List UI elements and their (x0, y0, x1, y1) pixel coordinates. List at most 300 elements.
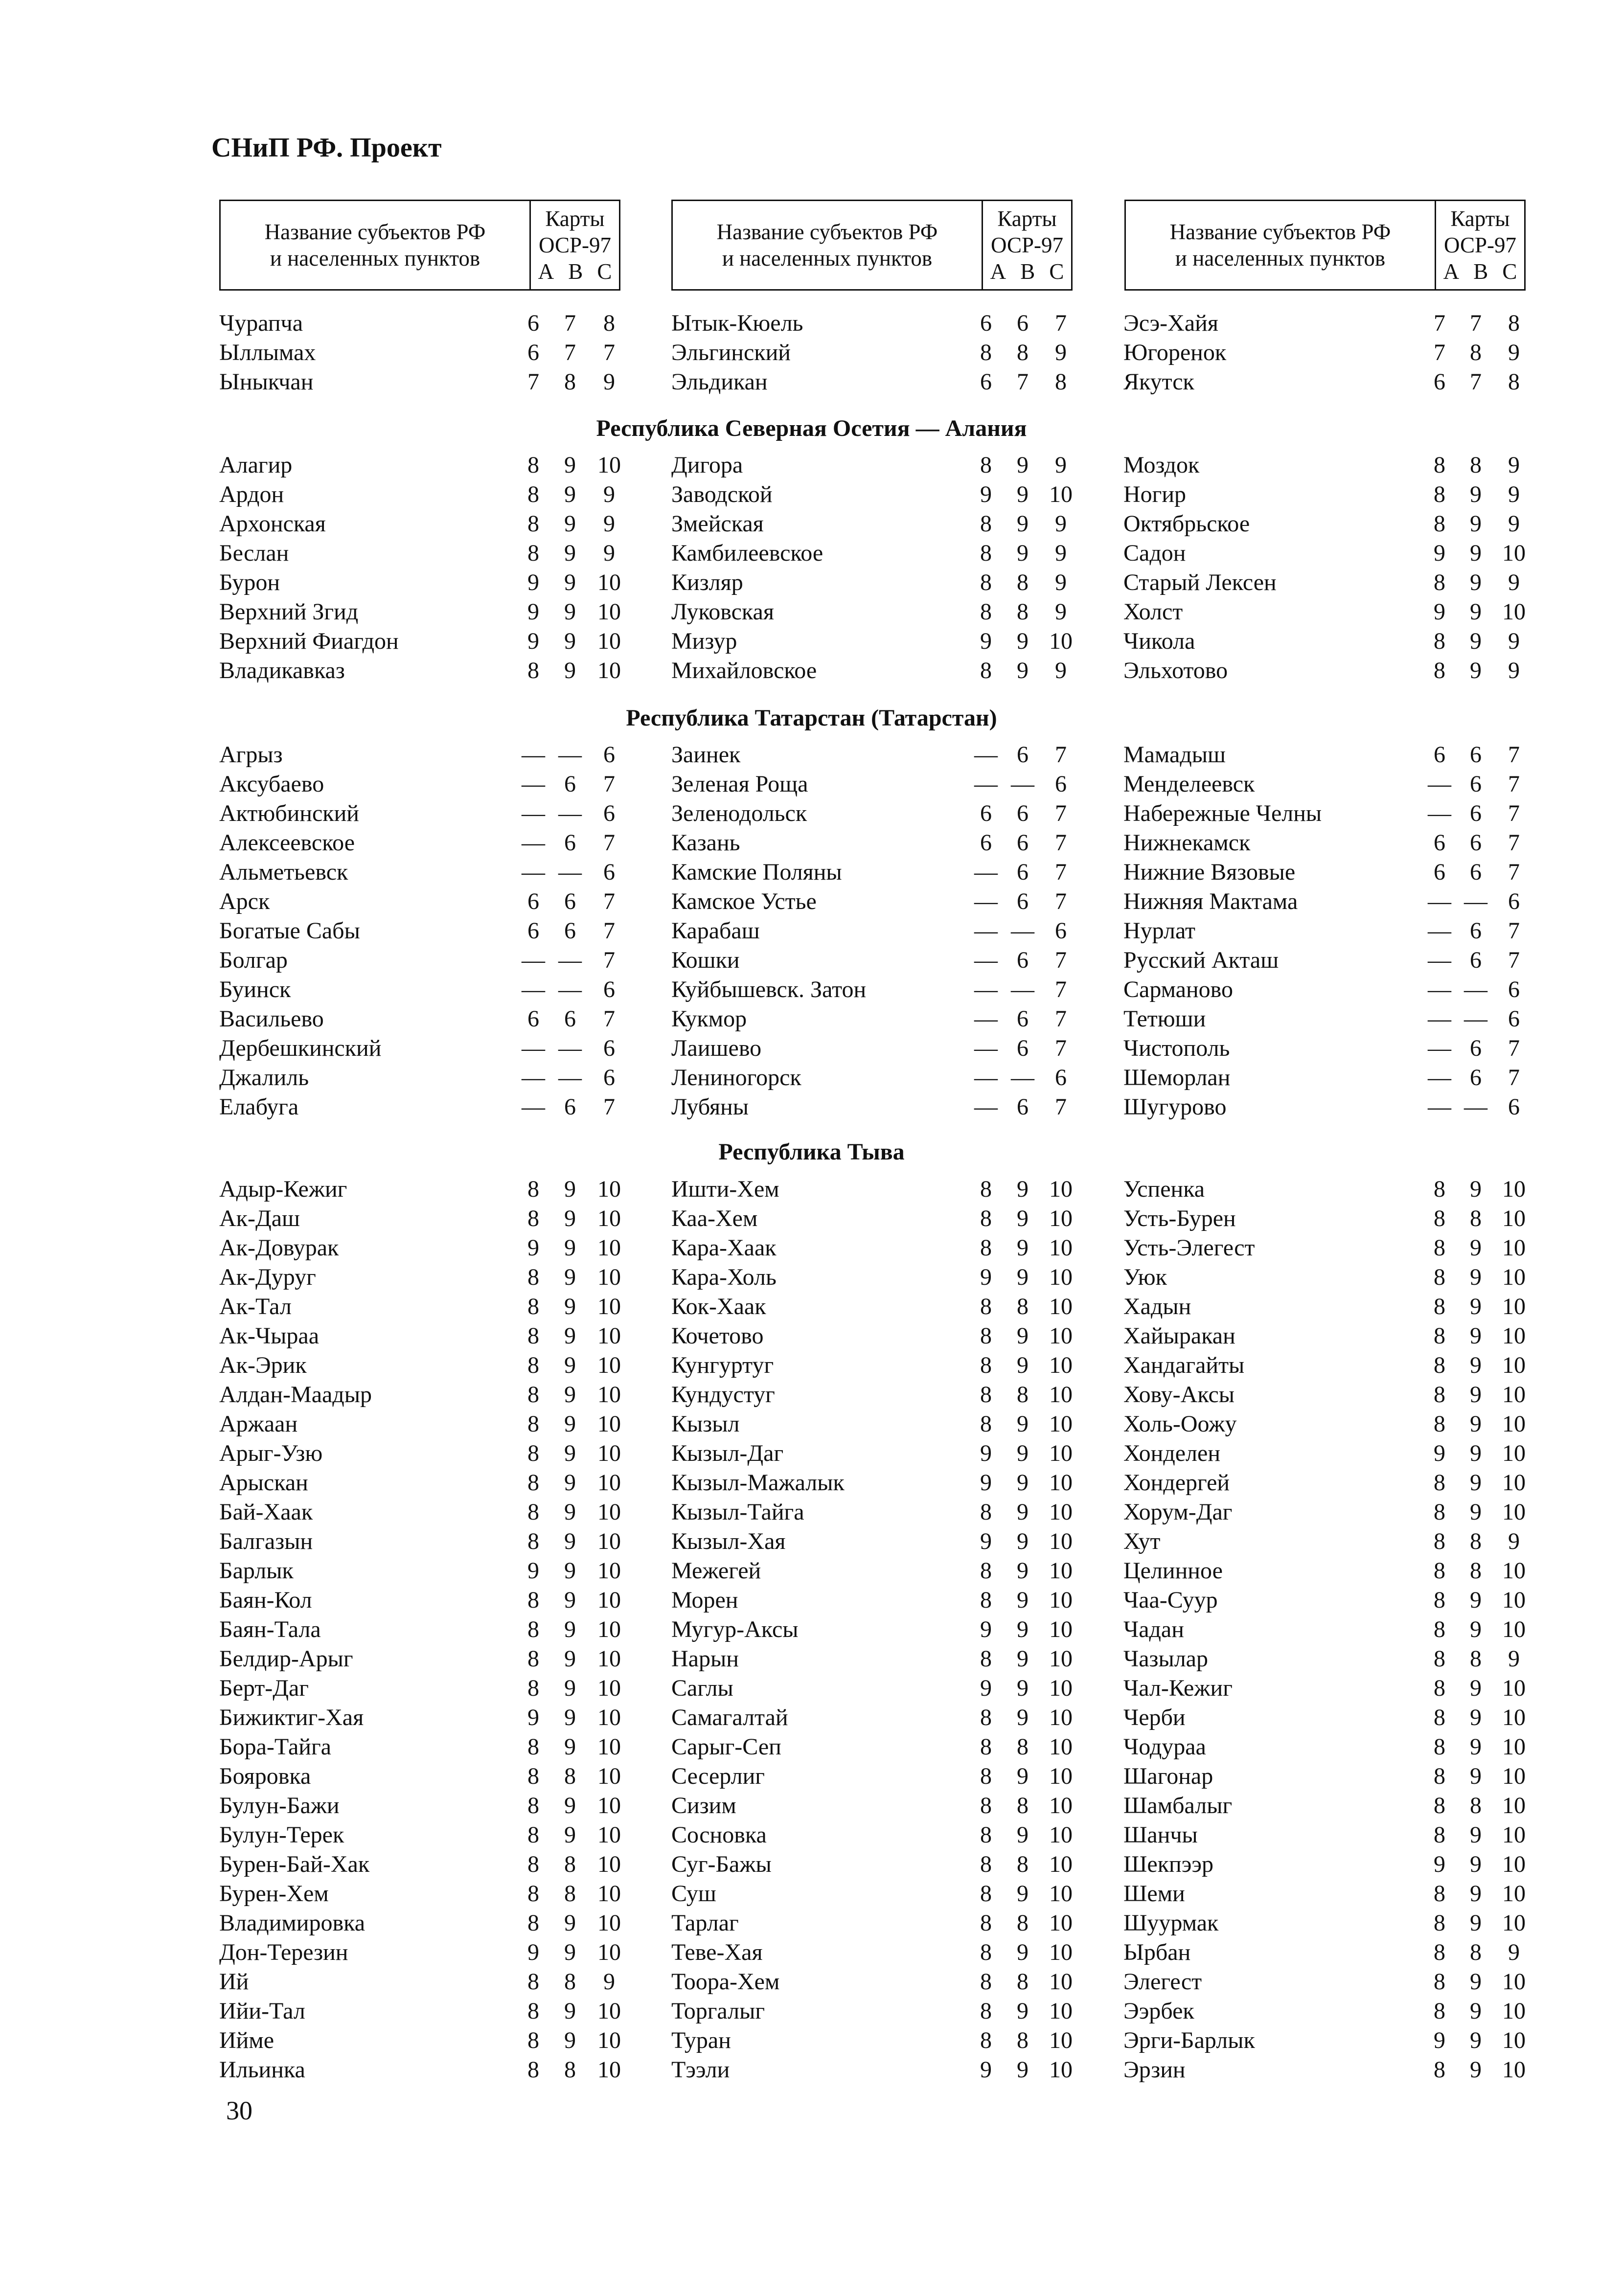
value-a: 9 (980, 1675, 992, 1701)
locality-name: Лаишево (671, 1035, 762, 1061)
locality-name: Мизур (671, 628, 737, 654)
value-a: 8 (980, 1587, 992, 1613)
value-b: 9 (564, 1733, 576, 1760)
value-c: 9 (1508, 569, 1520, 595)
locality-name: Адыр-Кежиг (219, 1176, 347, 1202)
value-b: 9 (564, 1792, 576, 1819)
value-a: 9 (980, 1528, 992, 1554)
value-c: 10 (1502, 1910, 1526, 1936)
locality-name: Бурен-Бай-Хак (219, 1851, 370, 1877)
value-b: 9 (1017, 1763, 1029, 1789)
value-c: 8 (1055, 368, 1067, 395)
locality-name: Берт-Даг (219, 1675, 309, 1701)
value-b: 8 (1017, 339, 1029, 365)
value-b: 9 (564, 540, 576, 566)
value-c: 6 (1508, 1093, 1520, 1120)
value-b: 9 (1470, 569, 1482, 595)
locality-name: Камское Устье (671, 888, 817, 914)
locality-name: Чурапча (219, 310, 303, 336)
header-col-b: B (1473, 259, 1488, 284)
value-b: 8 (1470, 1205, 1482, 1231)
locality-name: Верхний Фиагдон (219, 628, 399, 654)
value-b: 8 (1017, 1968, 1029, 1995)
locality-name: Кочетово (671, 1322, 764, 1349)
locality-name: Беслан (219, 540, 289, 566)
value-c: 9 (1508, 1939, 1520, 1965)
value-a: 8 (527, 1616, 539, 1642)
value-b: 6 (1017, 1035, 1029, 1061)
value-c: 6 (1508, 976, 1520, 1002)
value-b: 6 (1470, 859, 1482, 885)
value-c: 10 (1502, 540, 1526, 566)
value-c: 10 (597, 1998, 621, 2024)
value-c: 7 (1508, 947, 1520, 973)
value-c: 10 (597, 1205, 621, 1231)
locality-name: Тарлаг (671, 1910, 739, 1936)
locality-name: Змейская (671, 510, 764, 537)
value-b: 9 (1017, 1998, 1029, 2024)
value-a: 9 (527, 1704, 539, 1730)
locality-name: Бурон (219, 569, 280, 595)
value-c: 10 (1502, 1675, 1526, 1701)
value-c: 10 (1502, 1264, 1526, 1290)
value-c: 10 (597, 569, 621, 595)
value-a: 8 (980, 1733, 992, 1760)
locality-name: Ак-Чыраа (219, 1322, 320, 1349)
locality-name: Моздок (1123, 452, 1200, 478)
locality-name: Ий (219, 1968, 249, 1995)
locality-name: Шугурово (1123, 1093, 1227, 1120)
locality-name: Васильево (219, 1005, 324, 1032)
value-c: 10 (1049, 1381, 1073, 1408)
value-a: — (1428, 947, 1451, 973)
value-c: 10 (1502, 1763, 1526, 1789)
locality-name: Михайловское (671, 657, 817, 683)
locality-name: Чазылар (1123, 1645, 1208, 1672)
value-a: 8 (527, 1293, 539, 1319)
value-c: 10 (597, 1322, 621, 1349)
value-a: 8 (1434, 1264, 1445, 1290)
locality-name: Эсэ-Хайя (1123, 310, 1218, 336)
value-b: — (558, 1064, 582, 1091)
locality-name: Югоренок (1123, 339, 1227, 365)
value-a: 8 (980, 569, 992, 595)
value-a: 8 (980, 1381, 992, 1408)
value-b: 8 (1470, 1645, 1482, 1672)
locality-name: Сесерлиг (671, 1763, 765, 1789)
locality-name: Целинное (1123, 1557, 1223, 1584)
value-a: — (974, 976, 998, 1002)
value-c: 10 (1049, 1410, 1073, 1437)
value-b: 9 (564, 510, 576, 537)
value-a: 8 (1434, 1792, 1445, 1819)
locality-name: Альметьевск (219, 859, 348, 885)
value-c: 10 (1049, 1880, 1073, 1907)
value-c: 6 (603, 800, 615, 826)
value-c: 10 (1502, 1352, 1526, 1378)
value-a: 8 (1434, 1352, 1445, 1378)
value-a: 8 (980, 1763, 992, 1789)
value-a: — (522, 1093, 545, 1120)
value-a: 8 (980, 1910, 992, 1936)
value-c: 10 (597, 1557, 621, 1584)
locality-name: Нурлат (1123, 917, 1196, 944)
value-c: 10 (1049, 2056, 1073, 2083)
locality-name: Тээли (671, 2056, 730, 2083)
value-c: 10 (597, 1352, 621, 1378)
locality-name: Хут (1123, 1528, 1161, 1554)
value-a: 6 (980, 829, 992, 856)
value-b: 9 (1470, 1910, 1482, 1936)
value-a: 9 (1434, 598, 1445, 625)
value-b: 9 (564, 1322, 576, 1349)
section-title: Республика Северная Осетия — Алания (596, 415, 1027, 441)
locality-name: Эрзин (1123, 2056, 1186, 2083)
value-b: 9 (1017, 1675, 1029, 1701)
value-c: 9 (1508, 1528, 1520, 1554)
value-b: 8 (1017, 1910, 1029, 1936)
value-c: 10 (597, 1381, 621, 1408)
value-a: — (522, 800, 545, 826)
value-b: 8 (564, 1880, 576, 1907)
value-c: 10 (597, 1176, 621, 1202)
header-col-b: B (1020, 259, 1035, 284)
locality-name: Дербешкинский (219, 1035, 382, 1061)
value-a: 8 (1434, 1968, 1445, 1995)
value-b: 9 (564, 1616, 576, 1642)
locality-name: Эльхотово (1123, 657, 1228, 683)
value-b: — (558, 976, 582, 1002)
value-a: 9 (527, 1939, 539, 1965)
header-maps-cell (1436, 201, 1524, 289)
value-a: 9 (527, 628, 539, 654)
value-a: 8 (527, 1381, 539, 1408)
value-b: 9 (1470, 1968, 1482, 1995)
locality-name: Хондергей (1123, 1469, 1230, 1496)
header-name-line2: и населенных пунктов (270, 246, 480, 271)
locality-name: Кызыл-Хая (671, 1528, 786, 1554)
value-a: 8 (1434, 1499, 1445, 1525)
value-b: 9 (1017, 1939, 1029, 1965)
value-a: — (1428, 888, 1451, 914)
value-c: 10 (1049, 1645, 1073, 1672)
value-c: 10 (597, 1234, 621, 1261)
header-col-a: A (538, 259, 554, 284)
value-a: 8 (980, 1704, 992, 1730)
value-b: 9 (1470, 1499, 1482, 1525)
value-c: 7 (603, 829, 615, 856)
value-c: 10 (1049, 1792, 1073, 1819)
value-c: 6 (603, 741, 615, 768)
value-a: 8 (1434, 1322, 1445, 1349)
value-b: 9 (564, 1264, 576, 1290)
value-b: 9 (1470, 1381, 1482, 1408)
locality-name: Шанчы (1123, 1821, 1198, 1848)
value-a: 8 (1434, 1998, 1445, 2024)
value-c: 10 (1049, 1440, 1073, 1466)
value-c: 9 (1508, 1645, 1520, 1672)
value-a: 8 (1434, 569, 1445, 595)
value-c: 8 (1508, 310, 1520, 336)
value-a: 9 (1434, 2027, 1445, 2053)
value-b: 6 (1017, 800, 1029, 826)
locality-name: Ийме (219, 2027, 274, 2053)
value-c: 7 (603, 947, 615, 973)
value-c: 7 (1508, 1064, 1520, 1091)
value-a: 8 (1434, 1528, 1445, 1554)
value-c: 7 (1055, 741, 1067, 768)
locality-name: Алексеевское (219, 829, 355, 856)
value-a: 8 (527, 1645, 539, 1672)
value-a: 8 (980, 1968, 992, 1995)
header-maps-line2: ОСР-97 (1443, 233, 1517, 257)
value-a: 6 (527, 339, 539, 365)
value-b: 6 (1017, 888, 1029, 914)
value-c: 10 (597, 598, 621, 625)
section-title: Республика Тыва (718, 1139, 905, 1165)
value-c: 9 (603, 510, 615, 537)
value-a: — (522, 1064, 545, 1091)
value-c: 9 (603, 368, 615, 395)
value-b: 9 (564, 1587, 576, 1613)
value-c: 10 (1502, 1733, 1526, 1760)
value-b: 9 (564, 1234, 576, 1261)
value-c: 9 (1055, 510, 1067, 537)
locality-name: Шекпээр (1123, 1851, 1213, 1877)
value-c: 10 (597, 452, 621, 478)
value-a: 9 (980, 1264, 992, 1290)
value-c: 7 (1508, 859, 1520, 885)
value-a: 8 (980, 1557, 992, 1584)
value-b: 8 (1470, 1792, 1482, 1819)
value-c: 10 (1049, 1176, 1073, 1202)
value-b: 9 (1017, 1234, 1029, 1261)
value-c: 6 (1055, 917, 1067, 944)
value-a: 8 (527, 1675, 539, 1701)
locality-name: Ак-Довурак (219, 1234, 339, 1261)
locality-name: Ырбан (1123, 1939, 1191, 1965)
locality-name: Ак-Даш (219, 1205, 300, 1231)
value-c: 9 (603, 481, 615, 507)
value-c: 10 (597, 1499, 621, 1525)
value-b: 9 (564, 1910, 576, 1936)
value-b: 7 (1470, 310, 1482, 336)
value-c: 9 (1055, 569, 1067, 595)
value-b: 6 (1017, 1005, 1029, 1032)
value-b: 9 (1470, 1440, 1482, 1466)
value-a: — (974, 741, 998, 768)
value-c: 10 (597, 1587, 621, 1613)
value-c: 10 (1049, 1234, 1073, 1261)
header-abc (531, 258, 619, 285)
header-col-c: C (1049, 259, 1064, 284)
value-a: 8 (980, 1293, 992, 1319)
locality-name: Кара-Хаак (671, 1234, 777, 1261)
locality-name: Арыскан (219, 1469, 308, 1496)
value-c: 7 (603, 1005, 615, 1032)
value-a: 8 (980, 1851, 992, 1877)
value-a: — (974, 1093, 998, 1120)
value-b: 9 (564, 1499, 576, 1525)
value-b: — (558, 741, 582, 768)
value-a: 8 (980, 1322, 992, 1349)
value-b: 9 (564, 1352, 576, 1378)
value-c: 10 (1502, 2027, 1526, 2053)
value-c: 8 (603, 310, 615, 336)
locality-name: Морен (671, 1587, 738, 1613)
value-b: 9 (1470, 2027, 1482, 2053)
value-a: — (1428, 917, 1451, 944)
value-b: 9 (564, 452, 576, 478)
value-a: 8 (1434, 1675, 1445, 1701)
value-b: 6 (564, 888, 576, 914)
value-a: 8 (1434, 1704, 1445, 1730)
locality-name: Октябрьское (1123, 510, 1250, 537)
value-c: 9 (1508, 628, 1520, 654)
value-c: 10 (1049, 1293, 1073, 1319)
value-a: 8 (527, 1322, 539, 1349)
value-c: 7 (1055, 1035, 1067, 1061)
value-c: 6 (1055, 1064, 1067, 1091)
page-number: 30 (226, 2096, 252, 2125)
value-c: 7 (1508, 800, 1520, 826)
value-a: — (522, 829, 545, 856)
value-c: 6 (603, 1064, 615, 1091)
value-c: 9 (603, 540, 615, 566)
value-a: 8 (1434, 1176, 1445, 1202)
value-a: 8 (527, 481, 539, 507)
locality-name: Туран (671, 2027, 731, 2053)
value-b: 8 (1017, 598, 1029, 625)
value-b: 9 (564, 1557, 576, 1584)
locality-name: Лубяны (671, 1093, 749, 1120)
value-c: 6 (603, 1035, 615, 1061)
value-a: 8 (527, 1352, 539, 1378)
value-b: — (1464, 976, 1487, 1002)
locality-name: Кундустуг (671, 1381, 775, 1408)
header-maps-line1: Карты (1450, 206, 1510, 231)
value-c: 10 (1049, 628, 1073, 654)
value-a: 8 (1434, 1469, 1445, 1496)
value-c: 10 (1502, 1968, 1526, 1995)
locality-name: Агрыз (219, 741, 283, 768)
value-b: 9 (564, 1205, 576, 1231)
value-a: 8 (1434, 1645, 1445, 1672)
value-a: — (522, 947, 545, 973)
value-a: 8 (980, 1645, 992, 1672)
value-b: — (1011, 1064, 1034, 1091)
locality-name: Чадан (1123, 1616, 1184, 1642)
value-a: 9 (527, 598, 539, 625)
value-a: — (1428, 800, 1451, 826)
locality-name: Мамадыш (1123, 741, 1226, 768)
value-b: 9 (1470, 1469, 1482, 1496)
value-a: — (1428, 771, 1451, 797)
value-a: 8 (980, 1234, 992, 1261)
value-a: 8 (980, 1998, 992, 2024)
value-a: 9 (980, 628, 992, 654)
value-a: 8 (527, 540, 539, 566)
locality-name: Черби (1123, 1704, 1186, 1730)
value-b: 8 (1470, 1557, 1482, 1584)
value-b: 9 (1470, 1851, 1482, 1877)
value-c: 10 (597, 628, 621, 654)
locality-name: Барлык (219, 1557, 294, 1584)
value-c: 10 (1502, 1322, 1526, 1349)
locality-name: Джалиль (219, 1064, 309, 1091)
value-b: 9 (1470, 598, 1482, 625)
locality-name: Ыллымах (219, 339, 316, 365)
value-b: 9 (1017, 1322, 1029, 1349)
locality-name: Ардон (219, 481, 284, 507)
value-b: 9 (564, 1939, 576, 1965)
locality-name: Камские Поляны (671, 859, 842, 885)
locality-name: Нижнекамск (1123, 829, 1251, 856)
value-b: 9 (1017, 1880, 1029, 1907)
locality-name: Белдир-Арыг (219, 1645, 353, 1672)
value-b: 9 (1017, 1205, 1029, 1231)
value-c: 10 (1502, 1587, 1526, 1613)
value-a: — (522, 859, 545, 885)
locality-name: Кошки (671, 947, 740, 973)
locality-name: Сосновка (671, 1821, 767, 1848)
value-a: 9 (527, 1557, 539, 1584)
locality-name: Казань (671, 829, 740, 856)
value-b: 8 (1470, 1939, 1482, 1965)
value-b: 8 (1017, 1293, 1029, 1319)
value-b: 6 (1017, 947, 1029, 973)
value-a: 8 (527, 1440, 539, 1466)
value-b: 6 (1470, 829, 1482, 856)
value-b: 9 (1470, 657, 1482, 683)
value-c: 10 (597, 1733, 621, 1760)
locality-name: Суш (671, 1880, 716, 1907)
locality-name: Арск (219, 888, 270, 914)
value-b: 9 (1470, 1704, 1482, 1730)
value-b: 9 (1470, 510, 1482, 537)
value-a: 6 (1434, 859, 1445, 885)
value-c: 10 (1502, 1205, 1526, 1231)
locality-name: Заводской (671, 481, 773, 507)
value-a: 8 (980, 1499, 992, 1525)
value-a: — (974, 1005, 998, 1032)
value-b: — (1011, 771, 1034, 797)
value-c: 10 (1049, 1264, 1073, 1290)
locality-name: Чодураа (1123, 1733, 1206, 1760)
value-a: 9 (527, 1234, 539, 1261)
value-b: 6 (1017, 859, 1029, 885)
value-c: 9 (1055, 339, 1067, 365)
value-a: — (1428, 1005, 1451, 1032)
value-c: 10 (1502, 1880, 1526, 1907)
value-b: 9 (1470, 1234, 1482, 1261)
header-maps-cell (531, 201, 619, 289)
locality-name: Чикола (1123, 628, 1195, 654)
value-c: 7 (603, 1093, 615, 1120)
value-c: 10 (1502, 1499, 1526, 1525)
value-c: 10 (597, 1616, 621, 1642)
value-c: 10 (1049, 1499, 1073, 1525)
value-c: 10 (1502, 1440, 1526, 1466)
value-b: 9 (564, 1381, 576, 1408)
value-b: 9 (1017, 1645, 1029, 1672)
value-b: 9 (564, 1645, 576, 1672)
value-b: 9 (1017, 1440, 1029, 1466)
value-b: 8 (1017, 1792, 1029, 1819)
locality-name: Усть-Бурен (1123, 1205, 1236, 1231)
value-a: 8 (527, 2056, 539, 2083)
value-a: 6 (527, 917, 539, 944)
